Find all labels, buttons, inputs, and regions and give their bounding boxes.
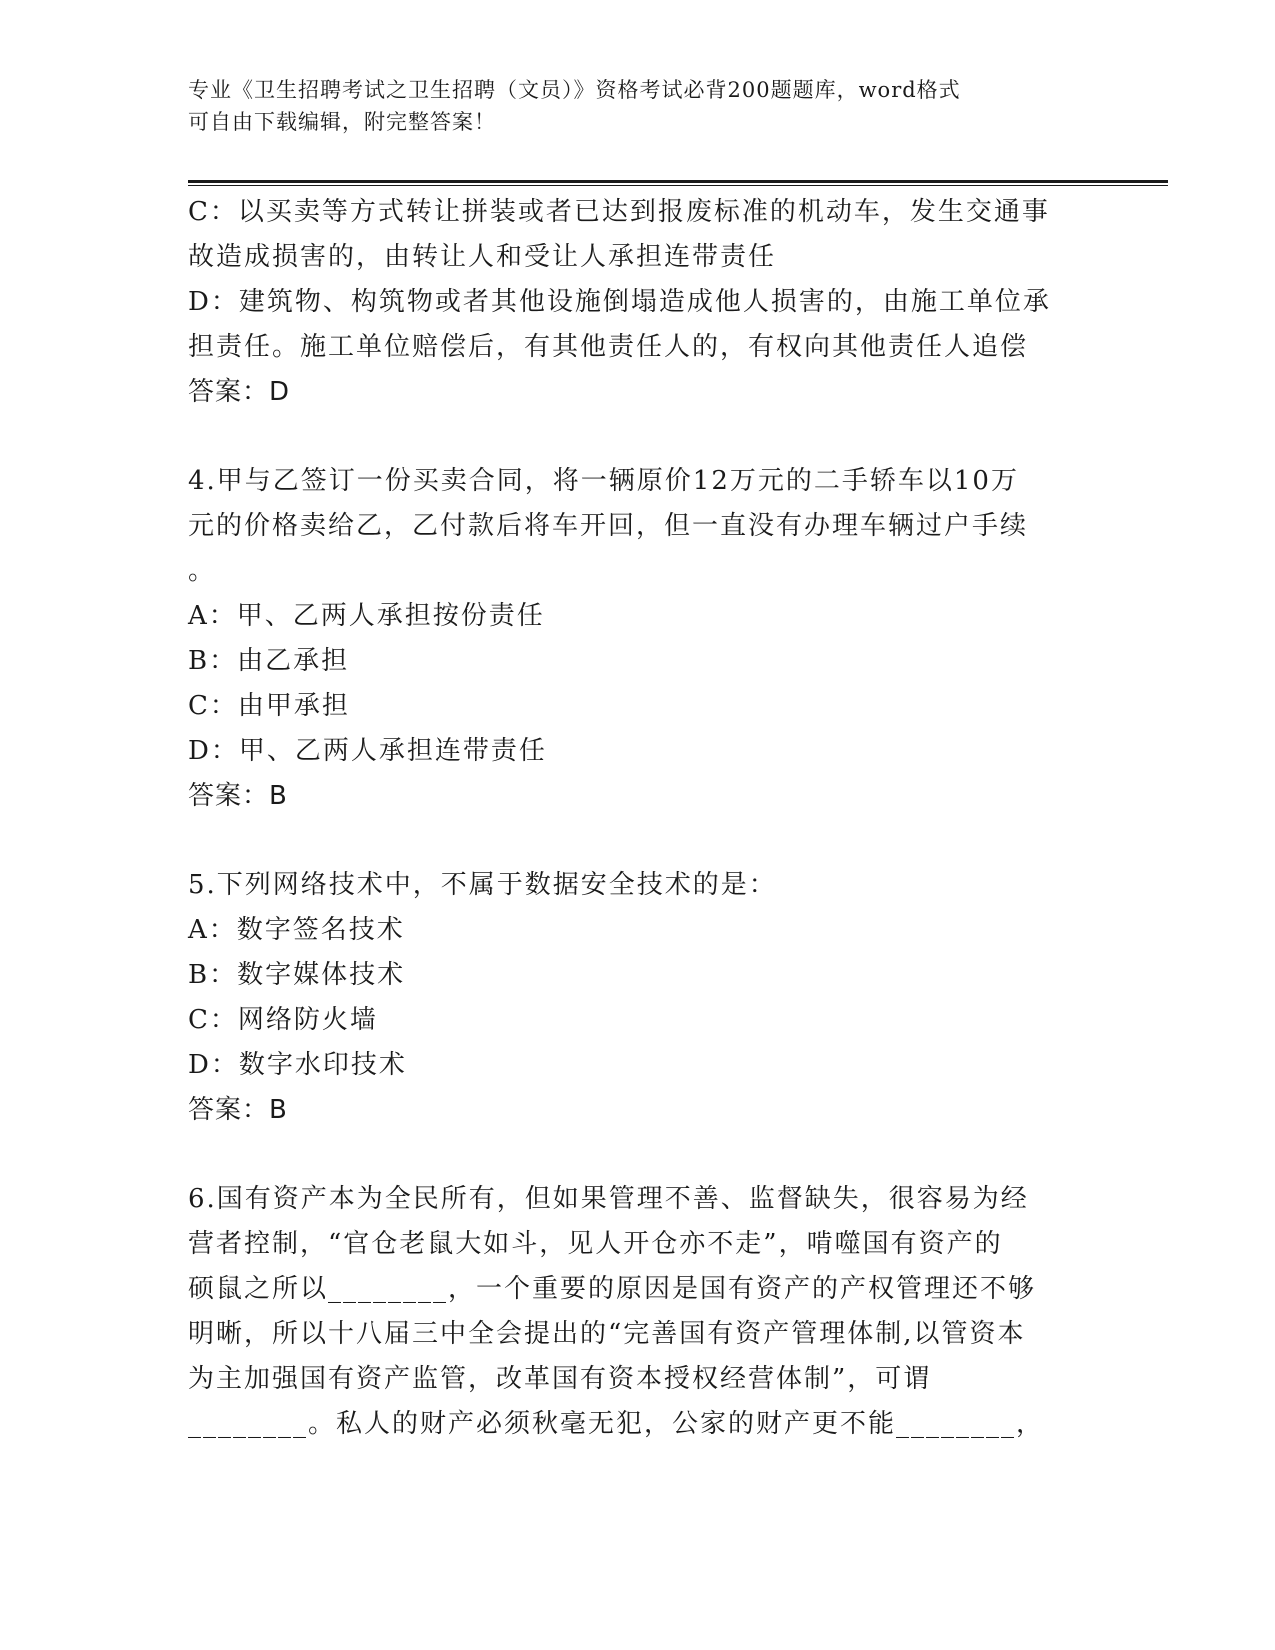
document-body [188,190,1088,1447]
q3-option-d-line-2: 担责任。施工单位赔偿后，有其他责任人的，有权向其他责任人追偿 [188,332,1029,362]
header-title-line-1: 专业《卫生招聘考试之卫生招聘（文员）》资格考试必背200题题库，word格式 [188,78,961,102]
header-title-line-2: 可自由下载编辑，附完整答案！ [188,110,496,134]
q6-stem-line-1: 6.国有资产本为全民所有，但如果管理不善、监督缺失，很容易为经 [188,1184,1029,1214]
q5-answer: 答案：B [188,1095,288,1125]
header-rule-thick [188,180,1168,183]
q5-option-a: A：数字签名技术 [188,915,405,945]
header-rule-thin [188,185,1168,186]
q4-option-b: B：由乙承担 [188,646,350,676]
q6-stem-line-3: 硕鼠之所以________，一个重要的原因是国有资产的产权管理还不够 [188,1274,1037,1304]
question-3-tail [188,190,1088,415]
q3-answer: 答案：D [188,377,291,407]
spacer [188,415,1088,459]
q5-stem: 5.下列网络技术中，不属于数据安全技术的是： [188,870,777,900]
question-4 [188,459,1088,819]
q4-stem-line-3: 。 [188,556,217,586]
q3-option-c-line-2: 故造成损害的，由转让人和受让人承担连带责任 [188,242,777,272]
question-5 [188,863,1088,1133]
q5-option-c: C：网络防火墙 [188,1005,378,1035]
q4-stem-line-2: 元的价格卖给乙，乙付款后将车开回，但一直没有办理车辆过户手续 [188,511,1029,541]
q4-option-d: D：甲、乙两人承担连带责任 [188,736,547,766]
q5-option-d: D：数字水印技术 [188,1050,407,1080]
q4-option-c: C：由甲承担 [188,691,350,721]
question-6 [188,1177,1088,1447]
page-header [188,74,1088,138]
q3-option-d-line-1: D：建筑物、构筑物或者其他设施倒塌造成他人损害的，由施工单位承 [188,287,1051,317]
spacer [188,1133,1088,1177]
q4-answer: 答案：B [188,781,288,811]
q4-option-a: A：甲、乙两人承担按份责任 [188,601,545,631]
q6-stem-line-5: 为主加强国有资产监管，改革国有资本授权经营体制”，可谓 [188,1364,932,1394]
q6-stem-line-2: 营者控制，“官仓老鼠大如斗，见人开仓亦不走”，啃噬国有资产的 [188,1229,1003,1259]
q6-stem-line-4: 明晰，所以十八届三中全会提出的“完善国有资产管理体制,以管资本 [188,1319,1026,1349]
spacer [188,819,1088,863]
q5-option-b: B：数字媒体技术 [188,960,406,990]
q4-stem-line-1: 4.甲与乙签订一份买卖合同，将一辆原价12万元的二手轿车以10万 [188,466,1019,496]
q6-stem-line-6: ________。私人的财产必须秋毫无犯，公家的财产更不能________， [188,1409,1045,1439]
q3-option-c-line-1: C：以买卖等方式转让拼装或者已达到报废标准的机动车，发生交通事 [188,197,1050,227]
